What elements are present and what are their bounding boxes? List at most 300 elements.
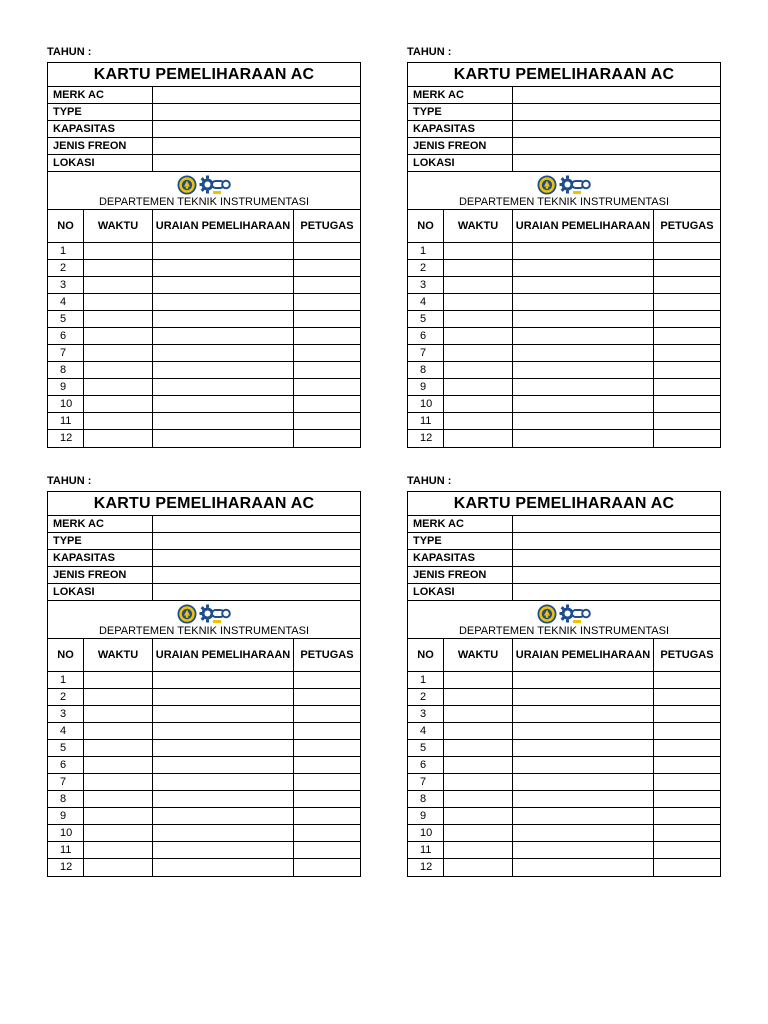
table-row: [408, 396, 720, 413]
waktu-cell[interactable]: [84, 774, 153, 790]
row-number: 2: [408, 689, 444, 705]
row-number: 12: [408, 430, 444, 447]
petugas-cell[interactable]: [654, 706, 720, 722]
uraian-cell[interactable]: [153, 396, 294, 412]
info-value-field[interactable]: [153, 138, 360, 154]
table-row: [48, 277, 360, 294]
department-block: [408, 172, 720, 210]
column-header-petugas: PETUGAS: [300, 648, 354, 661]
info-label: KAPASITAS: [408, 550, 513, 566]
table-row: [48, 379, 360, 396]
row-number: 11: [408, 842, 444, 858]
table-row: [48, 413, 360, 430]
row-number: 8: [408, 791, 444, 807]
info-label: KAPASITAS: [48, 550, 153, 566]
info-row: [48, 516, 360, 533]
info-label: LOKASI: [48, 584, 153, 600]
waktu-cell[interactable]: [84, 328, 153, 344]
waktu-cell[interactable]: [84, 706, 153, 722]
uraian-cell[interactable]: [153, 277, 294, 293]
petugas-cell[interactable]: [654, 243, 720, 259]
waktu-cell[interactable]: [444, 396, 513, 412]
waktu-cell[interactable]: [84, 689, 153, 705]
table-row: [408, 413, 720, 430]
waktu-cell[interactable]: [444, 757, 513, 773]
petugas-cell[interactable]: [654, 774, 720, 790]
uraian-cell[interactable]: [153, 379, 294, 395]
column-header-no: NO: [48, 210, 84, 242]
row-number: 6: [48, 757, 84, 773]
table-row: [48, 689, 360, 706]
uraian-cell[interactable]: [153, 740, 294, 756]
info-label: JENIS FREON: [408, 567, 513, 583]
waktu-cell[interactable]: [84, 825, 153, 841]
petugas-cell[interactable]: [294, 859, 360, 876]
column-header-petugas: PETUGAS: [300, 219, 354, 232]
table-row: [48, 362, 360, 379]
waktu-cell[interactable]: [444, 706, 513, 722]
tahun-label: TAHUN :: [407, 475, 452, 487]
uraian-cell[interactable]: [513, 379, 654, 395]
petugas-cell[interactable]: [654, 379, 720, 395]
info-row: [48, 584, 360, 601]
logo-group: [408, 172, 720, 196]
row-number: 9: [48, 379, 84, 395]
table-row: [408, 825, 720, 842]
waktu-cell[interactable]: [84, 396, 153, 412]
table-row: [408, 723, 720, 740]
column-header-waktu: WAKTU: [84, 639, 153, 671]
petugas-cell[interactable]: [294, 243, 360, 259]
waktu-cell[interactable]: [444, 808, 513, 824]
column-header-no: NO: [408, 639, 444, 671]
row-number: 11: [48, 842, 84, 858]
uraian-cell[interactable]: [153, 311, 294, 327]
waktu-cell[interactable]: [84, 379, 153, 395]
uraian-cell[interactable]: [513, 396, 654, 412]
maintenance-card-3: [47, 473, 361, 877]
row-number: 2: [48, 689, 84, 705]
waktu-cell[interactable]: [84, 859, 153, 876]
petugas-cell[interactable]: [654, 723, 720, 739]
petugas-cell[interactable]: [294, 774, 360, 790]
uraian-cell[interactable]: [513, 859, 654, 876]
uraian-cell[interactable]: [153, 689, 294, 705]
table-row: [408, 689, 720, 706]
table-row: [48, 294, 360, 311]
info-label: TYPE: [48, 104, 153, 120]
uraian-cell[interactable]: [153, 723, 294, 739]
uraian-cell[interactable]: [513, 723, 654, 739]
waktu-cell[interactable]: [84, 362, 153, 378]
waktu-cell[interactable]: [444, 260, 513, 276]
waktu-cell[interactable]: [444, 740, 513, 756]
table-header: [48, 210, 360, 243]
uraian-cell[interactable]: [153, 294, 294, 310]
petugas-cell[interactable]: [654, 260, 720, 276]
waktu-cell[interactable]: [444, 430, 513, 447]
petugas-cell[interactable]: [294, 362, 360, 378]
column-header-uraian: URAIAN PEMELIHARAAN: [153, 210, 294, 242]
uraian-cell[interactable]: [513, 825, 654, 841]
maintenance-card-2: [407, 44, 721, 448]
waktu-cell[interactable]: [444, 362, 513, 378]
row-number: 4: [48, 294, 84, 310]
waktu-cell[interactable]: [444, 328, 513, 344]
uraian-cell[interactable]: [513, 362, 654, 378]
petugas-cell[interactable]: [294, 706, 360, 722]
tahun-label: TAHUN :: [407, 46, 452, 58]
card-frame: [47, 62, 361, 448]
row-number: 11: [408, 413, 444, 429]
table-row: [408, 430, 720, 447]
table-row: [408, 842, 720, 859]
info-label: JENIS FREON: [48, 138, 153, 154]
uraian-cell[interactable]: [153, 791, 294, 807]
table-header: [408, 639, 720, 672]
info-value-field[interactable]: [153, 104, 360, 120]
info-label: KAPASITAS: [408, 121, 513, 137]
card-frame: [407, 62, 721, 448]
waktu-cell[interactable]: [84, 294, 153, 310]
column-header-uraian: URAIAN PEMELIHARAAN: [513, 639, 654, 671]
tahun-label: TAHUN :: [47, 46, 92, 58]
table-row: [408, 345, 720, 362]
table-row: [48, 723, 360, 740]
info-label: MERK AC: [48, 87, 153, 103]
info-value-field[interactable]: [513, 584, 720, 600]
row-number: 10: [408, 396, 444, 412]
uraian-cell[interactable]: [513, 842, 654, 858]
info-value-field[interactable]: [153, 550, 360, 566]
uraian-cell[interactable]: [153, 345, 294, 361]
info-row: [48, 533, 360, 550]
info-value-field[interactable]: [153, 584, 360, 600]
waktu-cell[interactable]: [444, 277, 513, 293]
uraian-cell[interactable]: [153, 774, 294, 790]
department-block: [48, 601, 360, 639]
table-row: [48, 774, 360, 791]
info-row: [408, 567, 720, 584]
column-header-no: NO: [48, 639, 84, 671]
info-row: [48, 138, 360, 155]
petugas-cell[interactable]: [294, 723, 360, 739]
info-label: JENIS FREON: [408, 138, 513, 154]
row-number: 1: [48, 672, 84, 688]
column-header-waktu: WAKTU: [444, 210, 513, 242]
row-number: 1: [48, 243, 84, 259]
petugas-cell[interactable]: [294, 277, 360, 293]
waktu-cell[interactable]: [444, 672, 513, 688]
waktu-cell[interactable]: [444, 311, 513, 327]
university-emblem-icon: [537, 604, 557, 624]
table-row: [408, 791, 720, 808]
info-label: TYPE: [408, 533, 513, 549]
petugas-cell[interactable]: [654, 791, 720, 807]
petugas-cell[interactable]: [654, 859, 720, 876]
row-number: 12: [48, 430, 84, 447]
info-value-field[interactable]: [153, 533, 360, 549]
info-row: [408, 87, 720, 104]
row-number: 5: [408, 311, 444, 327]
row-number: 2: [48, 260, 84, 276]
row-number: 3: [408, 277, 444, 293]
petugas-cell[interactable]: [654, 672, 720, 688]
uraian-cell[interactable]: [153, 260, 294, 276]
petugas-cell[interactable]: [654, 328, 720, 344]
row-number: 8: [408, 362, 444, 378]
logo-group: [408, 601, 720, 625]
petugas-cell[interactable]: [294, 689, 360, 705]
table-row: [48, 859, 360, 876]
table-row: [408, 294, 720, 311]
uraian-cell[interactable]: [153, 808, 294, 824]
petugas-cell[interactable]: [294, 791, 360, 807]
info-row: [48, 87, 360, 104]
petugas-cell[interactable]: [654, 311, 720, 327]
university-emblem-icon: [537, 175, 557, 195]
table-row: [48, 328, 360, 345]
uraian-cell[interactable]: [513, 430, 654, 447]
petugas-cell[interactable]: [294, 345, 360, 361]
card-frame: [47, 491, 361, 877]
info-value-field[interactable]: [513, 567, 720, 583]
petugas-cell[interactable]: [654, 757, 720, 773]
card-frame: [407, 491, 721, 877]
uraian-cell[interactable]: [153, 430, 294, 447]
row-number: 6: [408, 328, 444, 344]
table-row: [408, 277, 720, 294]
uraian-cell[interactable]: [513, 672, 654, 688]
waktu-cell[interactable]: [84, 723, 153, 739]
uraian-cell[interactable]: [153, 362, 294, 378]
info-label: TYPE: [408, 104, 513, 120]
row-number: 3: [408, 706, 444, 722]
info-value-field[interactable]: [153, 567, 360, 583]
table-row: [48, 808, 360, 825]
petugas-cell[interactable]: [294, 396, 360, 412]
info-value-field[interactable]: [153, 155, 360, 171]
uraian-cell[interactable]: [153, 842, 294, 858]
uraian-cell[interactable]: [513, 757, 654, 773]
info-label: MERK AC: [48, 516, 153, 532]
row-number: 9: [48, 808, 84, 824]
info-value-field[interactable]: [513, 121, 720, 137]
info-value-field[interactable]: [513, 104, 720, 120]
waktu-cell[interactable]: [84, 413, 153, 429]
petugas-cell[interactable]: [294, 311, 360, 327]
department-name: DEPARTEMEN TEKNIK INSTRUMENTASI: [458, 625, 670, 637]
info-value-field[interactable]: [513, 516, 720, 532]
uraian-cell[interactable]: [513, 774, 654, 790]
column-header-uraian: URAIAN PEMELIHARAAN: [153, 639, 294, 671]
uraian-cell[interactable]: [513, 791, 654, 807]
row-number: 10: [48, 396, 84, 412]
waktu-cell[interactable]: [84, 277, 153, 293]
waktu-cell[interactable]: [444, 413, 513, 429]
row-number: 4: [408, 294, 444, 310]
petugas-cell[interactable]: [294, 413, 360, 429]
info-label: MERK AC: [408, 87, 513, 103]
waktu-cell[interactable]: [444, 345, 513, 361]
info-value-field[interactable]: [153, 121, 360, 137]
logo-group: [48, 601, 360, 625]
petugas-cell[interactable]: [294, 260, 360, 276]
column-header-uraian: URAIAN PEMELIHARAAN: [513, 210, 654, 242]
info-value-field[interactable]: [153, 516, 360, 532]
tahun-label: TAHUN :: [47, 475, 92, 487]
uraian-cell[interactable]: [513, 294, 654, 310]
row-number: 6: [408, 757, 444, 773]
row-number: 8: [48, 362, 84, 378]
uraian-cell[interactable]: [513, 706, 654, 722]
uraian-cell[interactable]: [513, 413, 654, 429]
petugas-cell[interactable]: [654, 413, 720, 429]
table-row: [408, 757, 720, 774]
waktu-cell[interactable]: [444, 791, 513, 807]
waktu-cell[interactable]: [444, 379, 513, 395]
table-header: [48, 639, 360, 672]
info-row: [408, 155, 720, 172]
column-header-waktu: WAKTU: [84, 210, 153, 242]
maintenance-card-1: [47, 44, 361, 448]
department-name: DEPARTEMEN TEKNIK INSTRUMENTASI: [98, 625, 310, 637]
petugas-cell[interactable]: [294, 825, 360, 841]
table-row: [408, 311, 720, 328]
waktu-cell[interactable]: [444, 859, 513, 876]
petugas-cell[interactable]: [654, 362, 720, 378]
row-number: 7: [408, 774, 444, 790]
row-number: 6: [48, 328, 84, 344]
waktu-cell[interactable]: [444, 294, 513, 310]
info-value-field[interactable]: [513, 550, 720, 566]
waktu-cell[interactable]: [84, 345, 153, 361]
its-gear-logo-icon: [559, 175, 591, 195]
table-row: [48, 396, 360, 413]
waktu-cell[interactable]: [444, 689, 513, 705]
row-number: 9: [408, 808, 444, 824]
petugas-cell[interactable]: [294, 430, 360, 447]
row-number: 2: [408, 260, 444, 276]
waktu-cell[interactable]: [444, 243, 513, 259]
info-row: [408, 121, 720, 138]
department-name: DEPARTEMEN TEKNIK INSTRUMENTASI: [98, 196, 310, 208]
uraian-cell[interactable]: [153, 243, 294, 259]
table-row: [408, 243, 720, 260]
waktu-cell[interactable]: [84, 808, 153, 824]
petugas-cell[interactable]: [654, 396, 720, 412]
petugas-cell[interactable]: [654, 345, 720, 361]
table-header: [408, 210, 720, 243]
petugas-cell[interactable]: [654, 740, 720, 756]
row-number: 11: [48, 413, 84, 429]
petugas-cell[interactable]: [294, 328, 360, 344]
info-row: [48, 567, 360, 584]
info-label: TYPE: [48, 533, 153, 549]
row-number: 3: [48, 277, 84, 293]
uraian-cell[interactable]: [513, 808, 654, 824]
logo-group: [48, 172, 360, 196]
petugas-cell[interactable]: [654, 808, 720, 824]
uraian-cell[interactable]: [513, 345, 654, 361]
waktu-cell[interactable]: [84, 757, 153, 773]
uraian-cell[interactable]: [513, 260, 654, 276]
department-block: [408, 601, 720, 639]
card-title: KARTU PEMELIHARAAN AC: [48, 492, 360, 516]
petugas-cell[interactable]: [294, 740, 360, 756]
row-number: 1: [408, 243, 444, 259]
waktu-cell[interactable]: [84, 260, 153, 276]
uraian-cell[interactable]: [153, 706, 294, 722]
info-value-field[interactable]: [153, 87, 360, 103]
info-value-field[interactable]: [513, 533, 720, 549]
petugas-cell[interactable]: [654, 689, 720, 705]
uraian-cell[interactable]: [513, 311, 654, 327]
waktu-cell[interactable]: [84, 672, 153, 688]
table-row: [48, 260, 360, 277]
petugas-cell[interactable]: [294, 842, 360, 858]
card-title: KARTU PEMELIHARAAN AC: [408, 492, 720, 516]
uraian-cell[interactable]: [153, 859, 294, 876]
petugas-cell[interactable]: [294, 672, 360, 688]
waktu-cell[interactable]: [444, 774, 513, 790]
uraian-cell[interactable]: [513, 243, 654, 259]
uraian-cell[interactable]: [153, 672, 294, 688]
waktu-cell[interactable]: [84, 740, 153, 756]
waktu-cell[interactable]: [444, 723, 513, 739]
its-gear-logo-icon: [199, 604, 231, 624]
uraian-cell[interactable]: [513, 740, 654, 756]
petugas-cell[interactable]: [294, 757, 360, 773]
uraian-cell[interactable]: [153, 757, 294, 773]
petugas-cell[interactable]: [654, 842, 720, 858]
waktu-cell[interactable]: [444, 842, 513, 858]
department-name: DEPARTEMEN TEKNIK INSTRUMENTASI: [458, 196, 670, 208]
petugas-cell[interactable]: [294, 379, 360, 395]
table-row: [48, 672, 360, 689]
petugas-cell[interactable]: [294, 294, 360, 310]
waktu-cell[interactable]: [84, 243, 153, 259]
uraian-cell[interactable]: [513, 277, 654, 293]
its-gear-logo-icon: [559, 604, 591, 624]
petugas-cell[interactable]: [294, 808, 360, 824]
waktu-cell[interactable]: [84, 842, 153, 858]
table-row: [408, 859, 720, 876]
info-value-field[interactable]: [513, 87, 720, 103]
table-row: [408, 362, 720, 379]
uraian-cell[interactable]: [153, 328, 294, 344]
uraian-cell[interactable]: [153, 413, 294, 429]
uraian-cell[interactable]: [153, 825, 294, 841]
petugas-cell[interactable]: [654, 430, 720, 447]
petugas-cell[interactable]: [654, 294, 720, 310]
uraian-cell[interactable]: [513, 689, 654, 705]
petugas-cell[interactable]: [654, 277, 720, 293]
waktu-cell[interactable]: [84, 311, 153, 327]
info-value-field[interactable]: [513, 155, 720, 171]
its-gear-logo-icon: [199, 175, 231, 195]
info-label: KAPASITAS: [48, 121, 153, 137]
table-row: [408, 260, 720, 277]
info-value-field[interactable]: [513, 138, 720, 154]
waktu-cell[interactable]: [444, 825, 513, 841]
info-row: [408, 584, 720, 601]
uraian-cell[interactable]: [513, 328, 654, 344]
waktu-cell[interactable]: [84, 430, 153, 447]
info-row: [48, 550, 360, 567]
waktu-cell[interactable]: [84, 791, 153, 807]
petugas-cell[interactable]: [654, 825, 720, 841]
